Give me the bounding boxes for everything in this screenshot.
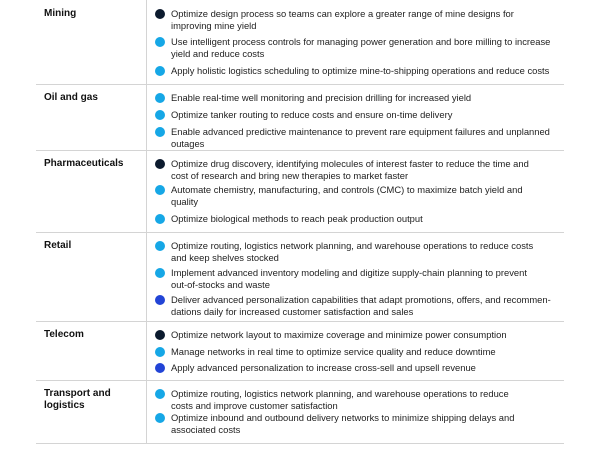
item-line: Optimize biological methods to reach peak production output (171, 213, 423, 224)
light-bullet-icon (155, 110, 165, 120)
blue-bullet-icon (155, 363, 165, 373)
item-line: quality (171, 196, 199, 207)
industry-label: Pharmaceuticals (44, 158, 124, 169)
item-line: Optimize tanker routing to reduce costs and ensure on-time delivery (171, 109, 453, 120)
item-line: associated costs (171, 424, 241, 435)
light-bullet-icon (155, 214, 165, 224)
light-bullet-icon (155, 241, 165, 251)
industry-label: Transport and logistics (44, 388, 111, 411)
item-line: Apply advanced personalization to increase cross-sell and upsell revenue (171, 362, 476, 373)
industry-label: Telecom (44, 329, 84, 340)
light-bullet-icon (155, 127, 165, 137)
item-line: yield and reduce costs (171, 48, 265, 59)
item-line: Deliver advanced personalization capabilities that adapt promotions, offers, and recommen- (171, 294, 551, 305)
item-line: dations daily for increased customer satisfaction and sales (171, 306, 414, 317)
item-line: Optimize design process so teams can explore a greater range of mine designs for (171, 8, 514, 19)
section-retail (36, 232, 564, 322)
section-oil-and-gas (36, 84, 564, 151)
item-line: Apply holistic logistics scheduling to optimize mine-to-shipping operations and reduce costs (171, 65, 550, 76)
blue-bullet-icon (155, 295, 165, 305)
light-bullet-icon (155, 347, 165, 357)
light-bullet-icon (155, 413, 165, 423)
item-line: Optimize inbound and outbound delivery networks to minimize shipping delays and (171, 412, 515, 423)
item-line: outages (171, 138, 205, 149)
light-bullet-icon (155, 37, 165, 47)
dark-bullet-icon (155, 9, 165, 19)
item-line: out-of-stocks and waste (171, 279, 271, 290)
item-line: Optimize network layout to maximize coverage and minimize power consumption (171, 329, 507, 340)
industry-label: Retail (44, 240, 72, 251)
item-line: Enable advanced predictive maintenance to prevent rare equipment failures and unplanned (171, 126, 550, 137)
item-line: Optimize routing, logistics network planning, and warehouse operations to reduce costs (171, 240, 534, 251)
light-bullet-icon (155, 185, 165, 195)
item-line: Manage networks in real time to optimize service quality and reduce downtime (171, 346, 496, 357)
light-bullet-icon (155, 389, 165, 399)
light-bullet-icon (155, 66, 165, 76)
item-line: Optimize routing, logistics network planning, and warehouse operations to reduce (171, 388, 509, 399)
dark-bullet-icon (155, 159, 165, 169)
item-line: improving mine yield (171, 20, 257, 31)
item-line: costs and improve customer satisfaction (171, 400, 338, 411)
item-line: Implement advanced inventory modeling and digitize supply-chain planning to prevent (171, 267, 527, 278)
item-line: cost of research and bring new therapies to market faster (171, 170, 409, 181)
light-bullet-icon (155, 268, 165, 278)
item-line: Automate chemistry, manufacturing, and controls (CMC) to maximize batch yield and (171, 184, 523, 195)
industry-label: Mining (44, 8, 77, 19)
section-pharmaceuticals (36, 150, 564, 233)
light-bullet-icon (155, 93, 165, 103)
section-telecom (36, 321, 564, 381)
section-transport-and-logistics (36, 380, 564, 444)
item-line: Enable real-time well monitoring and precision drilling for increased yield (171, 92, 472, 103)
section-mining (36, 0, 564, 85)
item-line: Use intelligent process controls for managing power generation and bore milling to increase (171, 36, 551, 47)
item-line: and keep shelves stocked (171, 252, 279, 263)
industry-label: Oil and gas (44, 92, 98, 103)
dark-bullet-icon (155, 330, 165, 340)
item-line: Optimize drug discovery, identifying molecules of interest faster to reduce the time and (171, 158, 529, 169)
